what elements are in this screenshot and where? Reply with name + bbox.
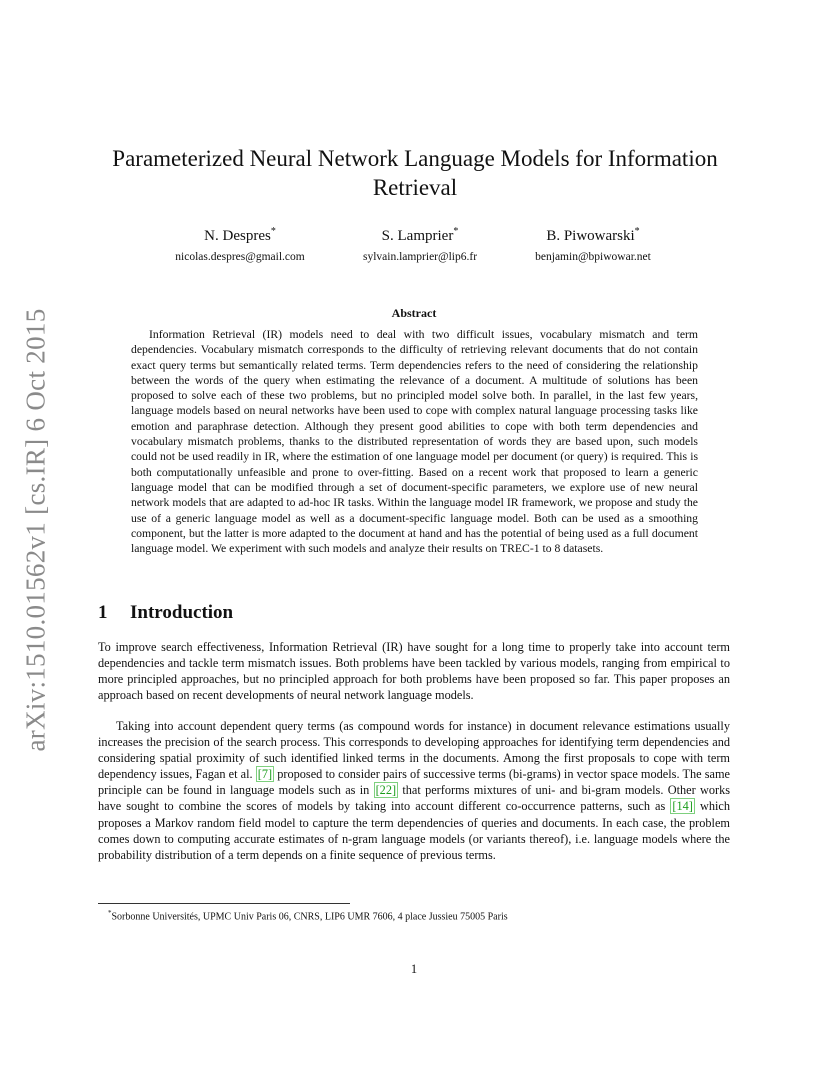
citation-link-7[interactable]: [7] — [257, 767, 273, 782]
footnote-mark: * — [108, 909, 112, 917]
footnote — [108, 906, 728, 924]
author-email[interactable]: nicolas.despres@gmail.com — [175, 251, 305, 263]
section-heading-introduction — [98, 602, 233, 624]
footnote-text: Sorbonne Universités, UPMC Univ Paris 06, CNRS, LIP6 UMR 7606, 4 place Jussieu 75005 Paris — [111, 911, 508, 923]
author-block-lamprier — [330, 222, 510, 266]
abstract-heading: Abstract — [391, 306, 437, 320]
paragraph-text: Taking into account dependent query terms (as compound words for instance) in document relevance estimations usually increases the precision of the search process. This corresponds to developing approaches for identifying term dependencies and considering spatial proximity of such identified linked terms in the documents. Among the first proposals to cope with term dependency issues, Fagan et al. — [98, 719, 730, 782]
author-block-despres — [150, 222, 330, 266]
intro-paragraph-1: To improve search effectiveness, Information Retrieval (IR) have sought for a long time to properly take into account term dependencies and tackle term mismatch issues. Both problems have been tackled by various models, ranging from empirical to more principled approaches, but no principled approach for both problems have been proposed so far. This paper proposes an approach based on recent developments of neural network language models. — [98, 640, 730, 703]
arxiv-identifier: arXiv:1510.01562v1 [cs.IR] 6 Oct 2015 — [20, 308, 51, 752]
paragraph-text: that performs mixtures of uni- and bi-gram models. Other works have sought to combine the scores of models by taking into account different co-occurrence patterns, such as — [98, 783, 731, 814]
author-email[interactable]: sylvain.lamprier@lip6.fr — [362, 251, 478, 263]
section-number: 1 — [98, 602, 108, 623]
paper-title: Parameterized Neural Network Language Models for Information Retrieval — [112, 146, 718, 200]
paragraph-text: which proposes a Markov random field model to capture the term dependencies of queries and documents. In each case, the problem comes down to computing accurate estimates of n-gram language models (or variants thereof), i.e. language models where the probability distribution of a term depends on a finite sequence of previous terms. — [98, 799, 730, 862]
arxiv-sidebar-stamp — [16, 300, 56, 760]
author-block-piwowarski — [503, 222, 683, 266]
intro-paragraph-2 — [98, 718, 730, 863]
footnote-divider — [98, 903, 350, 904]
author-email[interactable]: benjamin@bpiwowar.net — [535, 251, 651, 263]
page-number: 1 — [410, 962, 418, 976]
citation-link-22[interactable]: [22] — [375, 783, 397, 798]
citation-link-14[interactable]: [14] — [672, 799, 693, 814]
abstract-text: Information Retrieval (IR) models need to deal with two difficult issues, vocabulary mismatch and term dependencies. Vocabulary mismatch corresponds to the difficulty of retrieving relevant documents that do not contain exact query terms but semantically related terms. Term dependencies refers to the need of considering the relationship between the words of the query when estimating the relevance of a document. A multitude of solutions has been proposed to solve each of these two problems, but no principled model solve both. In parallel, in the last few years, language models based on neural networks have been used to cope with complex natural language processing tasks like emotion and paraphrase detection. Although they present good abilities to cope with both term dependencies and vocabulary mismatch problems, thanks to the distributed representation of words they are based upon, such models could not be used readily in IR, where the estimation of one language model per document (or query) is required. This is both computationally unfeasible and prone to over-fitting. Based on a recent work that proposed to learn a generic language model that can be modified through a set of document-specific parameters, we explore use of new neural network models that are adapted to ad-hoc IR tasks. Within the language model IR framework, we propose and study the use of a generic language model as well as a document-specific language model. Both can be used as a smoothing component, but the latter is more adapted to the document at hand and has the potential of being used as a full document language model. We experiment with such models and analyze their results on TREC-1 to 8 datasets. — [131, 328, 698, 556]
author-name: S. Lamprier* — [381, 226, 459, 244]
author-name: B. Piwowarski* — [546, 226, 640, 244]
paragraph-text: proposed to consider pairs of successive terms (bi-grams) in vector space models. The same principle can be found in language models such as in — [98, 767, 730, 798]
author-name: N. Despres* — [204, 226, 276, 244]
section-title: Introduction — [130, 602, 234, 623]
